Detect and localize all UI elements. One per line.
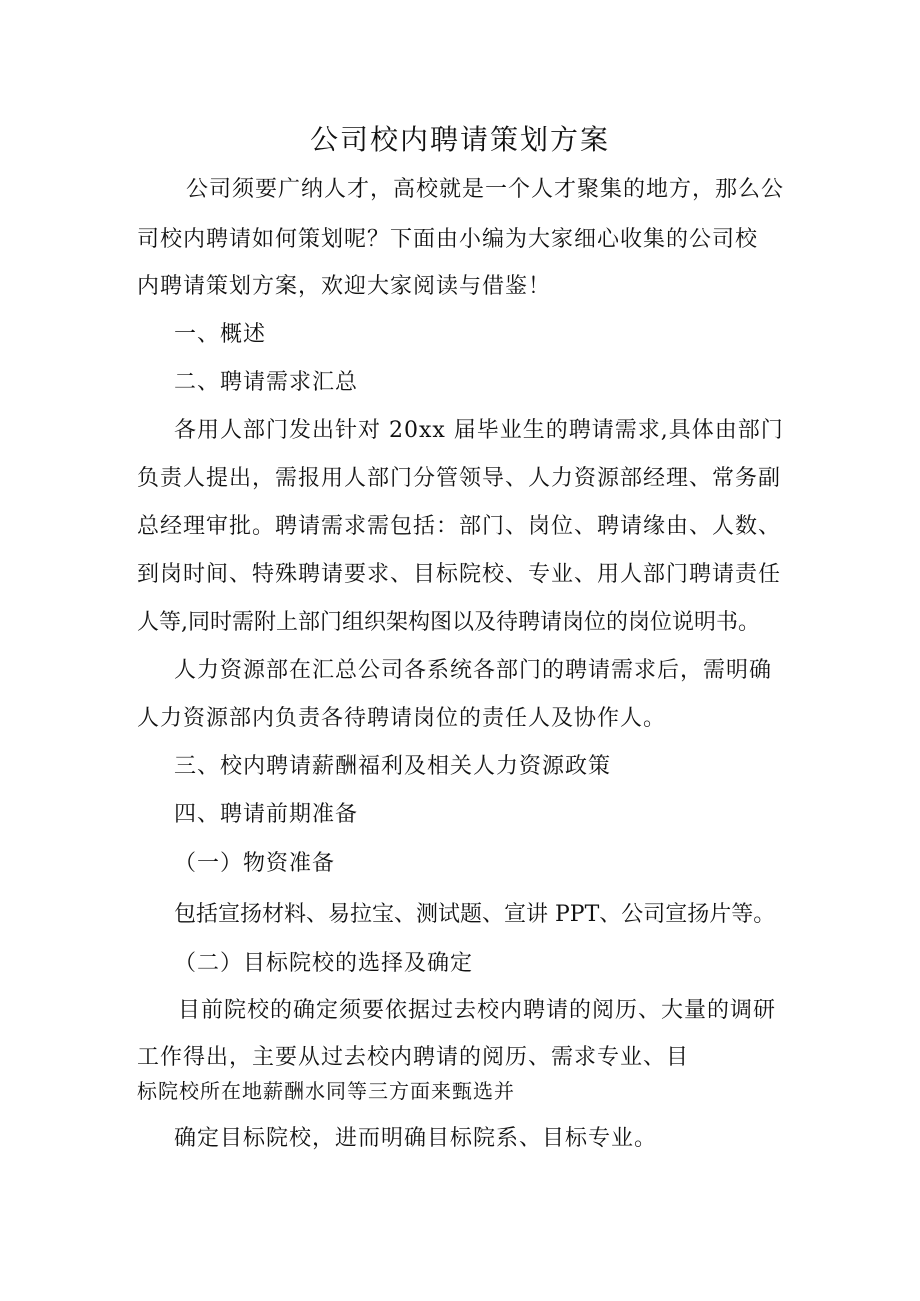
demand-para2-line-2: 人力资源部内负责各待聘请岗位的责任人及协作人。 bbox=[137, 706, 667, 731]
target-schools-line-4: 确定目标院校，进而明确目标院系、目标专业。 bbox=[174, 1126, 658, 1151]
intro-line-1: 公司须要广纳人才，高校就是一个人才聚集的地方，那么公 bbox=[186, 177, 785, 202]
target-schools-line-1: 目前院校的确定须要依据过去校内聘请的阅历、大量的调研 bbox=[178, 998, 777, 1023]
materials-text: 包括宣扬材料、易拉宝、测试题、宣讲 PPT、公司宣扬片等。 bbox=[174, 902, 776, 927]
demand-para1-line-4: 到岗时间、特殊聘请要求、目标院校、专业、用人部门聘请责任 bbox=[137, 562, 782, 587]
target-schools-line-3: 标院校所在地薪酬水同等三方面来甄选并 bbox=[137, 1079, 515, 1103]
target-schools-line-2: 工作得出，主要从过去校内聘请的阅历、需求专业、目 bbox=[137, 1045, 690, 1070]
demand-para2-line-1: 人力资源部在汇总公司各系统各部门的聘请需求后，需明确 bbox=[174, 658, 773, 683]
document-title: 公司校内聘请策划方案 bbox=[309, 123, 610, 156]
demand-para1-line-1: 各用人部门发出针对 20xx 届毕业生的聘请需求,具体由部门 bbox=[174, 418, 784, 443]
subsection-heading-target-schools: （二）目标院校的选择及确定 bbox=[174, 951, 474, 976]
section-heading-compensation: 三、校内聘请薪酬福利及相关人力资源政策 bbox=[174, 754, 612, 779]
subsection-heading-materials: （一）物资准备 bbox=[174, 851, 336, 876]
demand-para1-line-3: 总经理审批。聘请需求需包括：部门、岗位、聘请缘由、人数、 bbox=[137, 514, 782, 539]
intro-line-2: 司校内聘请如何策划呢？下面由小编为大家细心收集的公司校 bbox=[137, 227, 759, 252]
demand-para1-line-2: 负责人提出，需报用人部门分管领导、人力资源部经理、常务副 bbox=[137, 466, 782, 491]
demand-para1-line-5: 人等,同时需附上部门组织架构图以及待聘请岗位的岗位说明书。 bbox=[137, 610, 760, 635]
section-heading-overview: 一、概述 bbox=[174, 322, 267, 347]
intro-line-3: 内聘请策划方案，欢迎大家阅读与借鉴！ bbox=[137, 274, 552, 299]
section-heading-demand: 二、聘请需求汇总 bbox=[174, 370, 359, 395]
section-heading-preparation: 四、聘请前期准备 bbox=[174, 802, 359, 827]
